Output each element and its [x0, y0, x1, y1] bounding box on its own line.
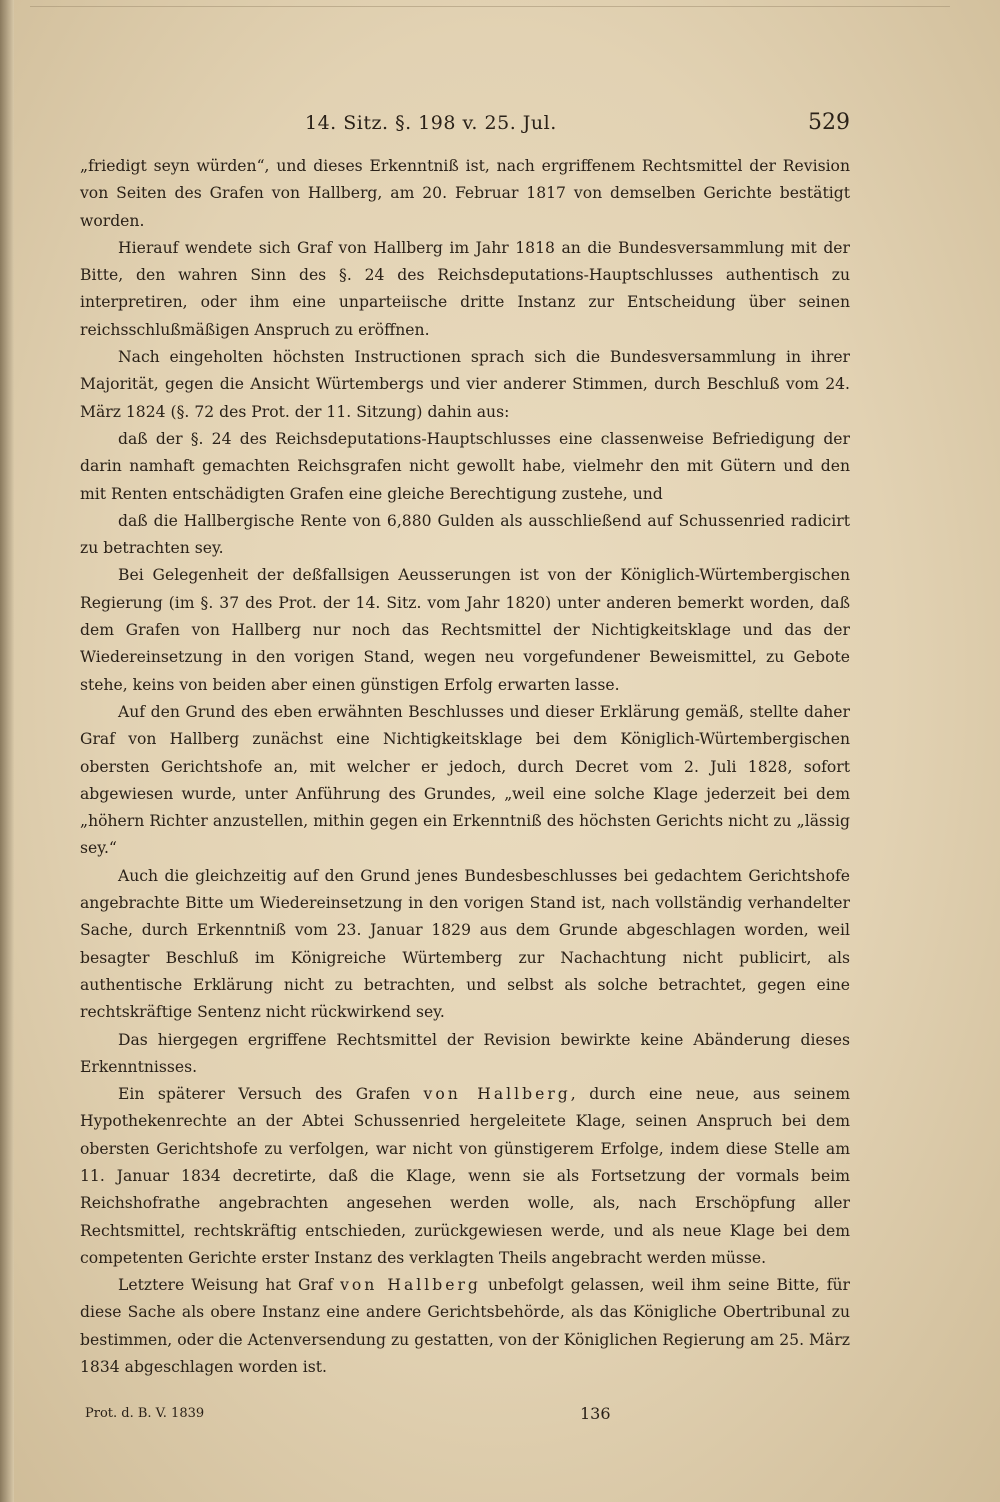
footer-signature-number: 136	[580, 1404, 611, 1423]
body-text	[80, 153, 850, 1381]
paragraph	[80, 1027, 850, 1082]
spaced-name: von Hallberg	[423, 1085, 571, 1104]
top-border	[30, 6, 950, 7]
paragraph-text: Auf den Grund des eben erwähnten Beschlusses und dieser Erklärung gemäß, stellte daher Graf von Hallberg zunächst eine Nichtigkeitsklage bei dem Königlich-Würtembergischen obersten Gerichtshofe an, mit welcher er jedoch, durch Decret vom 2. Juli 1828, sofort abgewiesen wurde, unter Anführung des Grundes, „weil eine solche Klage jederzeit bei dem „höhern Richter anzustellen, mithin gegen ein Erkenntniß des höchsten Gerichts nicht zu „lässig sey.“	[80, 702, 850, 858]
paragraph-text: „friedigt seyn würden“, und dieses Erkenntniß ist, nach ergriffenem Rechtsmittel der Revision von Seiten des Grafen von Hallberg, am 20. Februar 1817 von demselben Gerichte bestätigt worden.	[80, 157, 850, 230]
paragraph-text: Bei Gelegenheit der deßfallsigen Aeusserungen ist von der Königlich-Würtembergischen Regierung (im §. 37 des Prot. der 14. Sitz. vom Jahr 1820) unter anderen bemerkt worden, daß dem Grafen von Hallberg nur noch das Rechtsmittel der Nichtigkeitsklage und das der Wiedereinsetzung in den vorigen Stand, wegen neu vorgefundener Beweismittel, zu Gebote stehe, keins von beiden aber einen günstigen Erfolg erwarten lasse.	[80, 566, 850, 694]
paragraph	[80, 235, 850, 344]
paragraph-text: Ein späterer Versuch des Grafen	[118, 1085, 424, 1104]
paragraph-text: Auch die gleichzeitig auf den Grund jenes Bundesbeschlusses bei gedachtem Gerichtshofe angebrachte Bitte um Wiedereinsetzung in den vorigen Stand ist, nach vollständig verhandelter Sache, durch Erkenntniß vom 23. Januar 1829 aus dem Grunde abgeschlagen worden, weil besagter Beschluß im Königreiche Würtemberg zur Nachachtung nicht publicirt, als authentische Erklärung nicht zu betrachten, und selbst als solche betrachtet, gegen eine rechtskräftige Sentenz nicht rückwirkend sey.	[80, 866, 850, 1022]
spaced-name: von Hallberg	[340, 1276, 481, 1295]
page-footer	[80, 1404, 850, 1428]
paragraph	[80, 1272, 850, 1381]
page-number: 529	[808, 110, 850, 135]
paragraph-text: Nach eingeholten höchsten Instructionen sprach sich die Bundesversammlung in ihrer Majorität, gegen die Ansicht Würtembergs und vier anderer Stimmen, durch Beschluß vom 24. März 1824 (§. 72 des Prot. der 11. Sitzung) dahin aus:	[80, 348, 850, 421]
paragraph	[80, 1081, 850, 1272]
paragraph	[80, 699, 850, 863]
footer-protocol-reference: Prot. d. B. V. 1839	[85, 1406, 205, 1421]
page-header	[80, 112, 850, 142]
paragraph	[80, 508, 850, 563]
paragraph	[80, 153, 850, 235]
paragraph-text: , durch eine neue, aus seinem Hypothekenrechte an der Abtei Schussenried hergeleitete Klage, seinen Anspruch bei dem obersten Gerichtshofe zu verfolgen, war nicht von günstigerem Erfolge, indem diese Stelle am 11. Januar 1834 decretirte, daß die Klage, wenn sie als Fortsetzung der vormals beim Reichshofrathe angebrachten angesehen werden wolle, als, nach Erschöpfung aller Rechtsmittel, rechtskräftig entschieden, zurückgewiesen werde, und als neue Klage bei dem competenten Gerichte erster Instanz des verklagten Theils angebracht werden müsse.	[80, 1085, 850, 1267]
paragraph-text: unbefolgt gelassen, weil ihm seine Bitte, für diese Sache als obere Instanz eine andere Gerichtsbehörde, als das Königliche Obertribunal zu bestimmen, oder die Actenversendung zu gestatten, von der Königlichen Regierung am 25. März 1834 abgeschlagen worden ist.	[80, 1276, 850, 1377]
paragraph	[80, 562, 850, 698]
paragraph	[80, 426, 850, 508]
paragraph	[80, 344, 850, 426]
paragraph-text: Letztere Weisung hat Graf	[118, 1276, 341, 1295]
paragraph	[80, 863, 850, 1027]
paragraph-text: daß der §. 24 des Reichsdeputations-Hauptschlusses eine classenweise Befriedigung der darin namhaft gemachten Reichsgrafen nicht gewollt habe, vielmehr den mit Gütern und den mit Renten entschädigten Grafen eine gleiche Berechtigung zustehe, und	[80, 429, 850, 503]
paragraph-text: daß die Hallbergische Rente von 6,880 Gulden als ausschließend auf Schussenried radicirt zu betrachten sey.	[80, 511, 850, 558]
page-edge-shadow	[0, 0, 14, 1502]
paragraph-text: Das hiergegen ergriffene Rechtsmittel der Revision bewirkte keine Abänderung dieses Erkenntnisses.	[80, 1030, 850, 1076]
paragraph-text: Hierauf wendete sich Graf von Hallberg im Jahr 1818 an die Bundesversammlung mit der Bitte, den wahren Sinn des §. 24 des Reichsdeputations-Hauptschlusses authentisch zu interpretiren, oder ihm eine unparteiische dritte Instanz zur Entscheidung über seinen reichsschlußmäßigen Anspruch zu eröffnen.	[80, 238, 850, 339]
running-head: 14. Sitz. §. 198 v. 25. Jul.	[305, 112, 557, 134]
